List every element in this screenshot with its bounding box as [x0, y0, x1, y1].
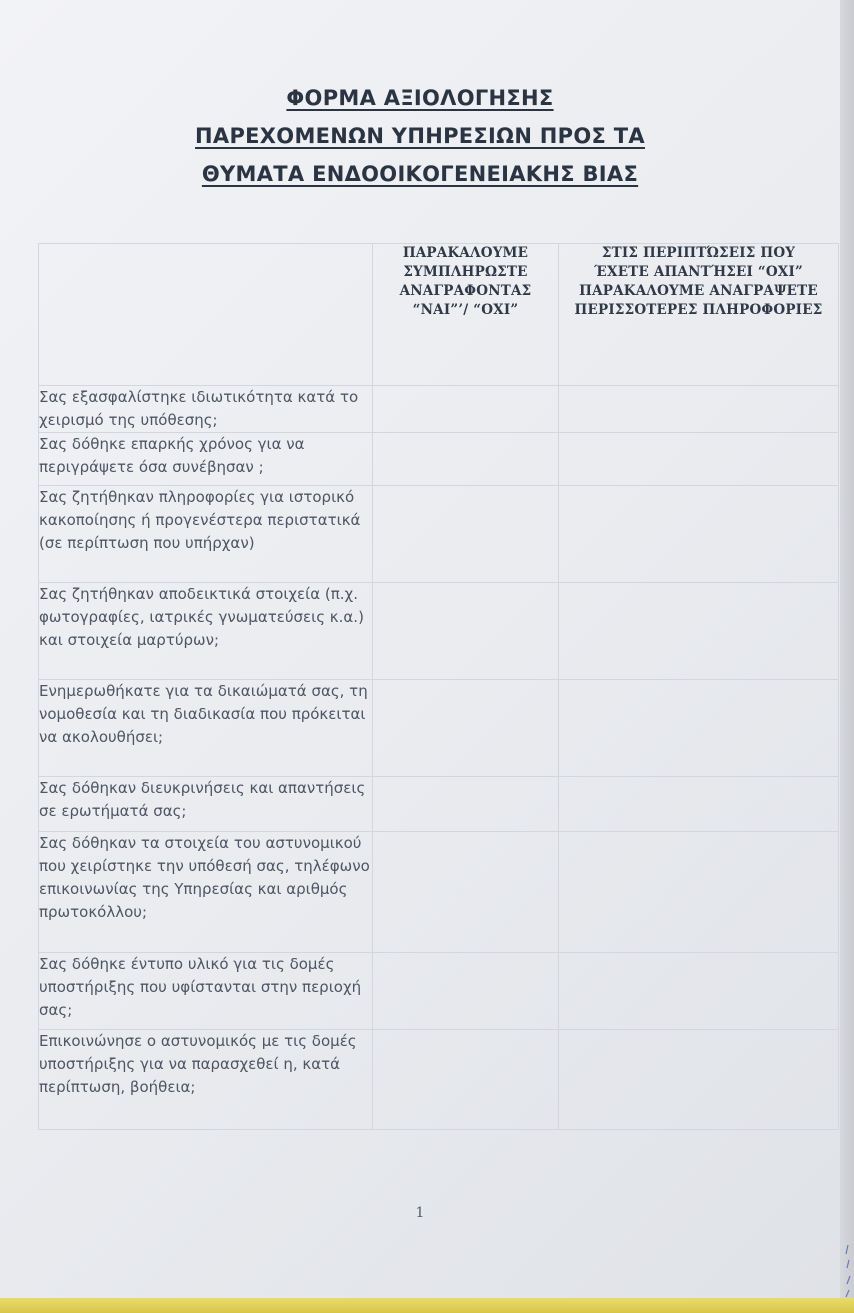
details-cell[interactable]	[559, 680, 839, 777]
answer-cell[interactable]	[373, 777, 559, 832]
header-question	[39, 244, 373, 386]
question-cell: Σας δόθηκε επαρκής χρόνος για να περιγράψετε όσα συνέβησαν ;	[39, 433, 373, 486]
header-answer-yes-no: ΠΑΡΑΚΑΛΟΥΜΕ ΣΥΜΠΛΗΡΩΣΤΕ ΑΝΑΓΡΑΦΟΝΤΑΣ “ΝΑΙ”’/ “ΟΧΙ”	[373, 244, 559, 386]
table-row	[39, 433, 839, 486]
answer-cell[interactable]	[373, 433, 559, 486]
details-cell[interactable]	[559, 433, 839, 486]
answer-cell[interactable]	[373, 832, 559, 953]
question-cell: Επικοινώνησε ο αστυνομικός με τις δομές υποστήριξης για να παρασχεθεί η, κατά περίπτωση, βοήθεια;	[39, 1030, 373, 1130]
table-row	[39, 777, 839, 832]
evaluation-table	[38, 243, 839, 1130]
table-row	[39, 953, 839, 1030]
pen-scribble-icon	[843, 1240, 853, 1300]
page-number: 1	[415, 1205, 425, 1221]
question-cell: Σας εξασφαλίστηκε ιδιωτικότητα κατά το χειρισμό της υπόθεσης;	[39, 386, 373, 433]
table-row	[39, 1030, 839, 1130]
question-cell: Ενημερωθήκατε για τα δικαιώματά σας, τη νομοθεσία και τη διαδικασία που πρόκειται να ακολουθήσει;	[39, 680, 373, 777]
form-title-line-2: ΠΑΡΕΧΟΜΕΝΩΝ ΥΠΗΡΕΣΙΩΝ ΠΡΟΣ ΤΑ	[195, 124, 645, 148]
details-cell[interactable]	[559, 953, 839, 1030]
question-cell: Σας δόθηκε έντυπο υλικό για τις δομές υποστήριξης που υφίστανται στην περιοχή σας;	[39, 953, 373, 1030]
details-cell[interactable]	[559, 583, 839, 680]
table-row	[39, 680, 839, 777]
answer-cell[interactable]	[373, 680, 559, 777]
table-row	[39, 583, 839, 680]
answer-cell[interactable]	[373, 386, 559, 433]
yellow-folder-edge	[0, 1298, 854, 1313]
answer-cell[interactable]	[373, 486, 559, 583]
table-row	[39, 832, 839, 953]
details-cell[interactable]	[559, 777, 839, 832]
page-edge-right	[840, 0, 854, 1313]
question-cell: Σας δόθηκαν διευκρινήσεις και απαντήσεις σε ερωτήματά σας;	[39, 777, 373, 832]
details-cell[interactable]	[559, 486, 839, 583]
answer-cell[interactable]	[373, 953, 559, 1030]
details-cell[interactable]	[559, 386, 839, 433]
answer-cell[interactable]	[373, 1030, 559, 1130]
details-cell[interactable]	[559, 832, 839, 953]
details-cell[interactable]	[559, 1030, 839, 1130]
question-cell: Σας ζητήθηκαν πληροφορίες για ιστορικό κακοποίησης ή προγενέστερα περιστατικά (σε περίπτωση που υπήρχαν)	[39, 486, 373, 583]
question-cell: Σας δόθηκαν τα στοιχεία του αστυνομικού που χειρίστηκε την υπόθεσή σας, τηλέφωνο επικοινωνίας της Υπηρεσίας και αριθμός πρωτοκόλλου;	[39, 832, 373, 953]
form-title-line-1: ΦΟΡΜΑ ΑΞΙΟΛΟΓΗΣΗΣ	[286, 86, 554, 110]
question-cell: Σας ζητήθηκαν αποδεικτικά στοιχεία (π.χ. φωτογραφίες, ιατρικές γνωματεύσεις κ.α.) και στοιχεία μαρτύρων;	[39, 583, 373, 680]
answer-cell[interactable]	[373, 583, 559, 680]
table-row	[39, 486, 839, 583]
table-row	[39, 386, 839, 433]
table-header-row	[39, 244, 839, 386]
header-more-info: ΣΤΙΣ ΠΕΡΙΠΤΏΣΕΙΣ ΠΟΥ ΈΧΕΤΕ ΑΠΑΝΤΉΣΕΙ “ΟΧΙ” ΠΑΡΑΚΑΛΟΥΜΕ ΑΝΑΓΡΑΨΕΤΕ ΠΕΡΙΣΣΟΤΕΡΕΣ ΠΛΗΡΟΦΟΡΙΕΣ	[559, 244, 839, 386]
form-title-line-3: ΘΥΜΑΤΑ ΕΝΔΟΟΙΚΟΓΕΝΕΙΑΚΗΣ ΒΙΑΣ	[201, 162, 639, 186]
